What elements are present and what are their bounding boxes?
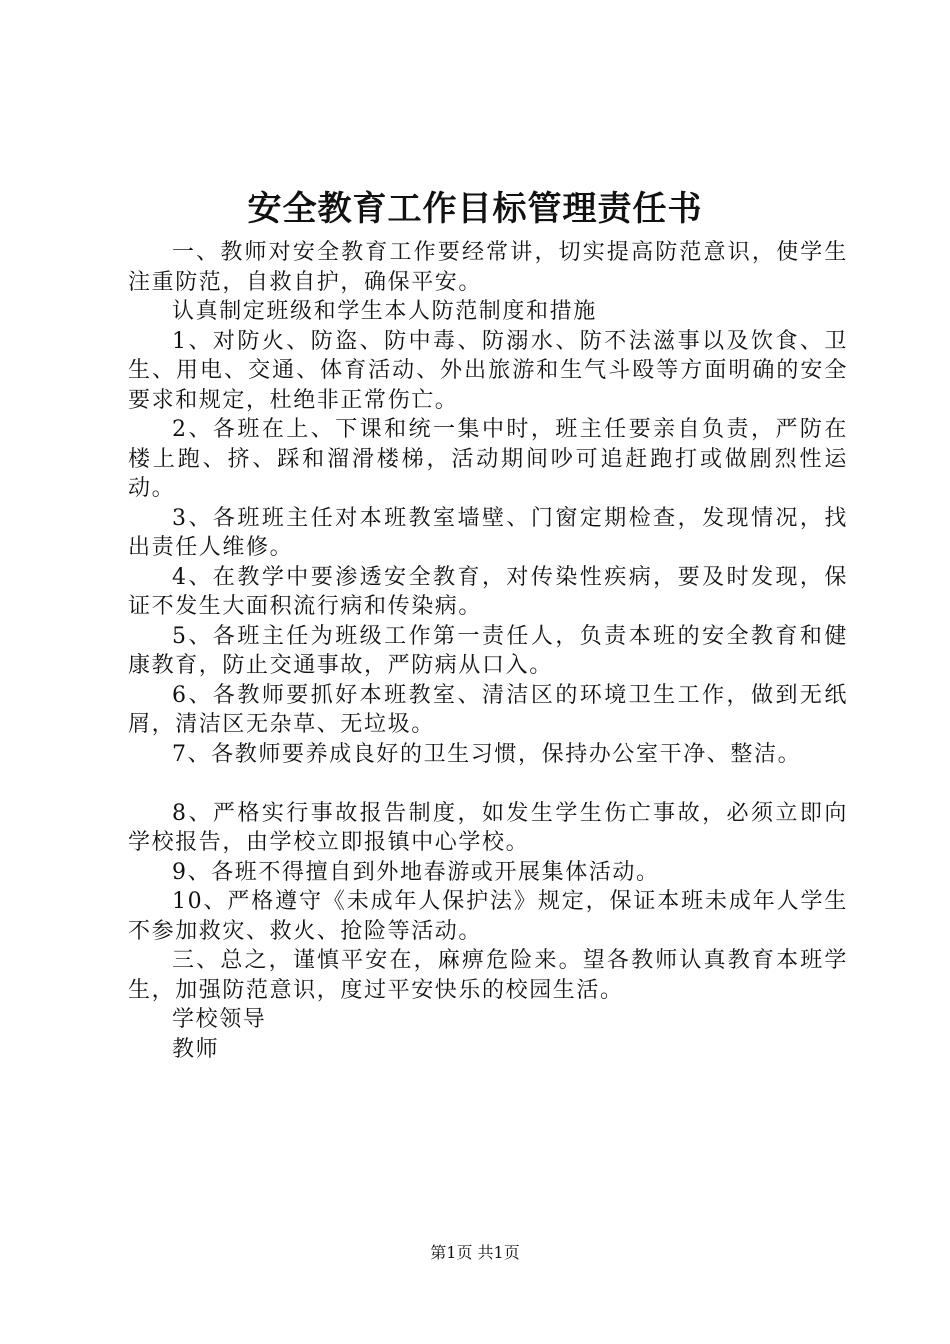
paragraph-9: 7、各教师要养成良好的卫生习惯，保持办公室干净、整洁。 <box>172 741 802 767</box>
paragraph-3: 1、对防火、防盗、防中毒、防溺水、防不法滋事以及饮食、卫生、用电、交通、体育活动、外出旅游和生气斗殴等方面明确的安全要求和规定，杜绝非正常伤亡。 <box>128 328 848 413</box>
paragraph-13: 三、总之，谨慎平安在，麻痹危险来。望各教师认真教育本班学生，加强防范意识，度过平安快乐的校园生活。 <box>128 948 848 1003</box>
signature-teacher: 教师 <box>172 1036 220 1062</box>
paragraph-11: 9、各班不得擅自到外地春游或开展集体活动。 <box>172 859 660 885</box>
paragraph-7: 5、各班主任为班级工作第一责任人，负责本班的安全教育和健康教育，防止交通事故，严防病从口入。 <box>128 623 848 678</box>
document-body <box>128 238 848 1064</box>
paragraph-2: 认真制定班级和学生本人防范制度和措施 <box>172 299 597 324</box>
paragraph-1: 一、教师对安全教育工作要经常讲，切实提高防范意识，使学生注重防范，自救自护，确保平安。 <box>128 240 848 295</box>
paragraph-5: 3、各班班主任对本班教室墙壁、门窗定期检查，发现情况，找出责任人维修。 <box>128 505 848 560</box>
document-title: 安全教育工作目标管理责任书 <box>247 189 703 229</box>
paragraph-12: 10、严格遵守《未成年人保护法》规定，保证本班未成年人学生不参加救灾、救火、抢险等活动。 <box>128 889 848 944</box>
paragraph-4: 2、各班在上、下课和统一集中时，班主任要亲自负责，严防在楼上跑、挤、踩和溜滑楼梯，活动期间吵可追赶跑打或做剧烈性运动。 <box>128 417 848 501</box>
paragraph-10: 8、严格实行事故报告制度，如发生学生伤亡事故，必须立即向学校报告，由学校立即报镇中心学校。 <box>128 800 848 855</box>
page-footer: 第1页 共1页 <box>430 1243 520 1262</box>
signature-school-leader: 学校领导 <box>172 1007 267 1032</box>
paragraph-8: 6、各教师要抓好本班教室、清洁区的环境卫生工作，做到无纸屑，清洁区无杂草、无垃圾。 <box>128 682 848 737</box>
paragraph-6: 4、在教学中要渗透安全教育，对传染性疾病，要及时发现，保证不发生大面积流行病和传染病。 <box>128 564 848 619</box>
